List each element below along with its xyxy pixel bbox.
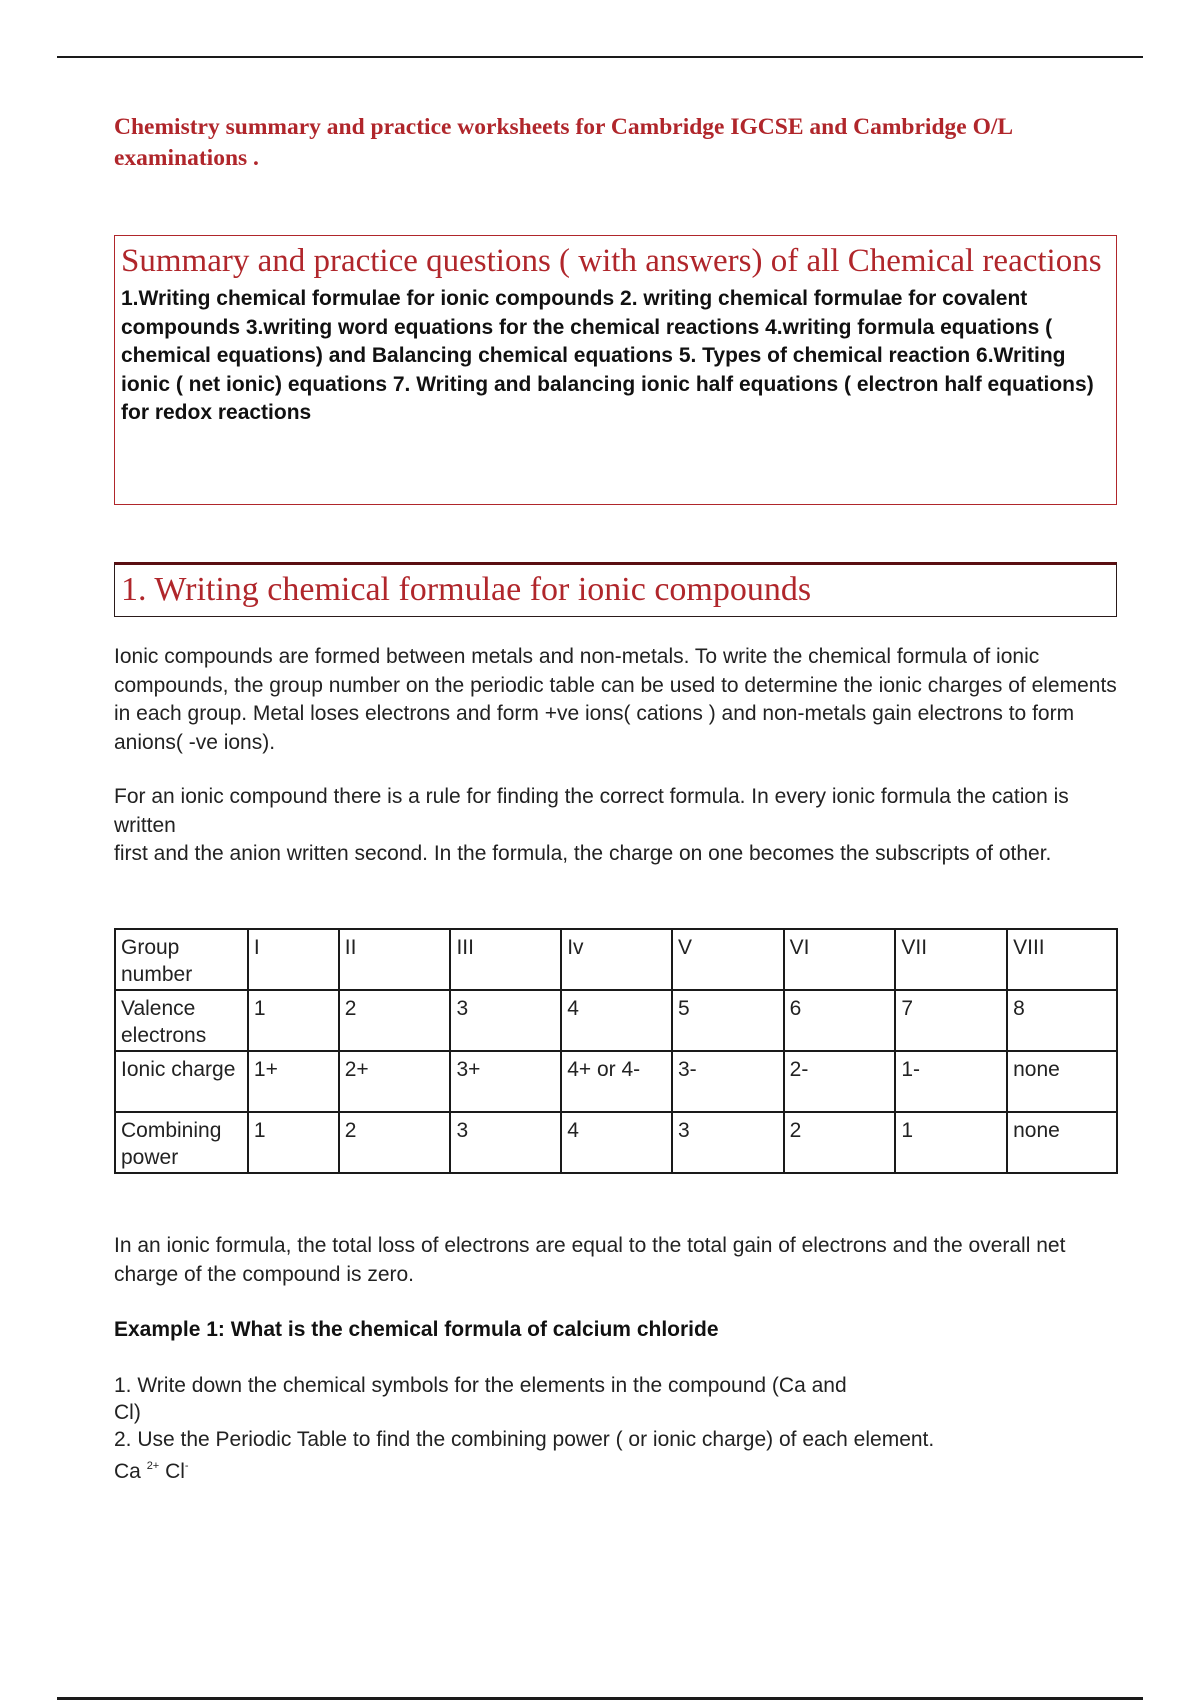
table-cell: 2	[339, 990, 451, 1051]
table-cell: V	[672, 929, 784, 990]
table-cell: 5	[672, 990, 784, 1051]
chlorine-symbol: Cl	[159, 1460, 185, 1483]
table-cell: 3-	[672, 1051, 784, 1112]
table-cell: 1-	[895, 1051, 1007, 1112]
table-row	[115, 1112, 1117, 1173]
table-cell: 1	[248, 990, 339, 1051]
table-cell: 2+	[339, 1051, 451, 1112]
table-row	[115, 1051, 1117, 1112]
example-heading: Example 1: What is the chemical formula of calcium chloride	[114, 1318, 719, 1341]
ion-formula	[114, 1453, 1124, 1485]
table-row	[115, 929, 1117, 990]
top-rule	[57, 56, 1143, 58]
table-cell: 2	[784, 1112, 896, 1173]
section-heading-box	[114, 562, 1117, 617]
calcium-symbol: Ca	[114, 1460, 147, 1483]
section-title: 1. Writing chemical formulae for ionic compounds	[121, 571, 812, 608]
table-cell: 3	[672, 1112, 784, 1173]
table-cell: VI	[784, 929, 896, 990]
example-steps	[114, 1372, 1124, 1485]
table-cell: 8	[1007, 990, 1117, 1051]
row-label: Ionic charge	[115, 1051, 248, 1112]
table-cell: none	[1007, 1051, 1117, 1112]
table-cell: 3	[450, 990, 561, 1051]
table-cell: none	[1007, 1112, 1117, 1173]
net-charge-paragraph: In an ionic formula, the total loss of electrons are equal to the total gain of electrons and the overall net charge of the compound is zero.	[114, 1234, 1066, 1286]
document-title: Chemistry summary and practice worksheets for Cambridge IGCSE and Cambridge O/L examinations .	[114, 114, 1012, 171]
table-cell: Iv	[561, 929, 672, 990]
calcium-charge: 2+	[146, 1460, 160, 1472]
group-properties-table	[114, 928, 1118, 1174]
intro-paragraph: Ionic compounds are formed between metals and non-metals. To write the chemical formula of ionic compounds, the group number on the periodic table can be used to determine the ionic charges of elements in each group. Metal loses electrons and form +ve ions( cations ) and non-metals gain electrons to form anions( -ve ions).	[114, 645, 1117, 754]
table-cell: 3	[450, 1112, 561, 1173]
table-cell: 2	[339, 1112, 451, 1173]
table-row	[115, 990, 1117, 1051]
table-cell: VIII	[1007, 929, 1117, 990]
row-label: Group number	[115, 929, 248, 990]
table-cell: 1+	[248, 1051, 339, 1112]
row-label: Valence electrons	[115, 990, 248, 1051]
summary-title: Summary and practice questions ( with answers) of all Chemical reactions	[121, 243, 1102, 279]
table-cell: 4	[561, 1112, 672, 1173]
rule-paragraph-line2: first and the anion written second. In the formula, the charge on one becomes the subscripts of other.	[114, 842, 1052, 865]
table-cell: 4+ or 4-	[561, 1051, 672, 1112]
step-2: 2. Use the Periodic Table to find the combining power ( or ionic charge) of each element.	[114, 1428, 935, 1451]
rule-paragraph	[114, 783, 1124, 869]
step-1-line-a: 1. Write down the chemical symbols for the elements in the compound (Ca and	[114, 1374, 847, 1397]
table-cell: VII	[895, 929, 1007, 990]
chlorine-charge: -	[184, 1460, 189, 1472]
table-cell: 7	[895, 990, 1007, 1051]
rule-paragraph-line1: For an ionic compound there is a rule for finding the correct formula. In every ionic formula the cation is written	[114, 785, 1069, 837]
table-cell: 1	[248, 1112, 339, 1173]
table-cell: III	[450, 929, 561, 990]
summary-topics: 1.Writing chemical formulae for ionic compounds 2. writing chemical formulae for covalent compounds 3.writing word equations for the chemical reactions 4.writing formula equations ( chemical equations) and Balancing chemical equations 5. Types of chemical reaction 6.Writing ionic ( net ionic) equations 7. Writing and balancing ionic half equations ( electron half equations) for redox reactions	[121, 287, 1094, 424]
row-label: Combining power	[115, 1112, 248, 1173]
table-cell: I	[248, 929, 339, 990]
table-cell: 1	[895, 1112, 1007, 1173]
table-cell: 3+	[450, 1051, 561, 1112]
table-cell: 4	[561, 990, 672, 1051]
summary-box	[114, 235, 1117, 505]
table-cell: 2-	[784, 1051, 896, 1112]
table-cell: 6	[784, 990, 896, 1051]
table-cell: II	[339, 929, 451, 990]
step-1-line-b: Cl)	[114, 1401, 141, 1424]
